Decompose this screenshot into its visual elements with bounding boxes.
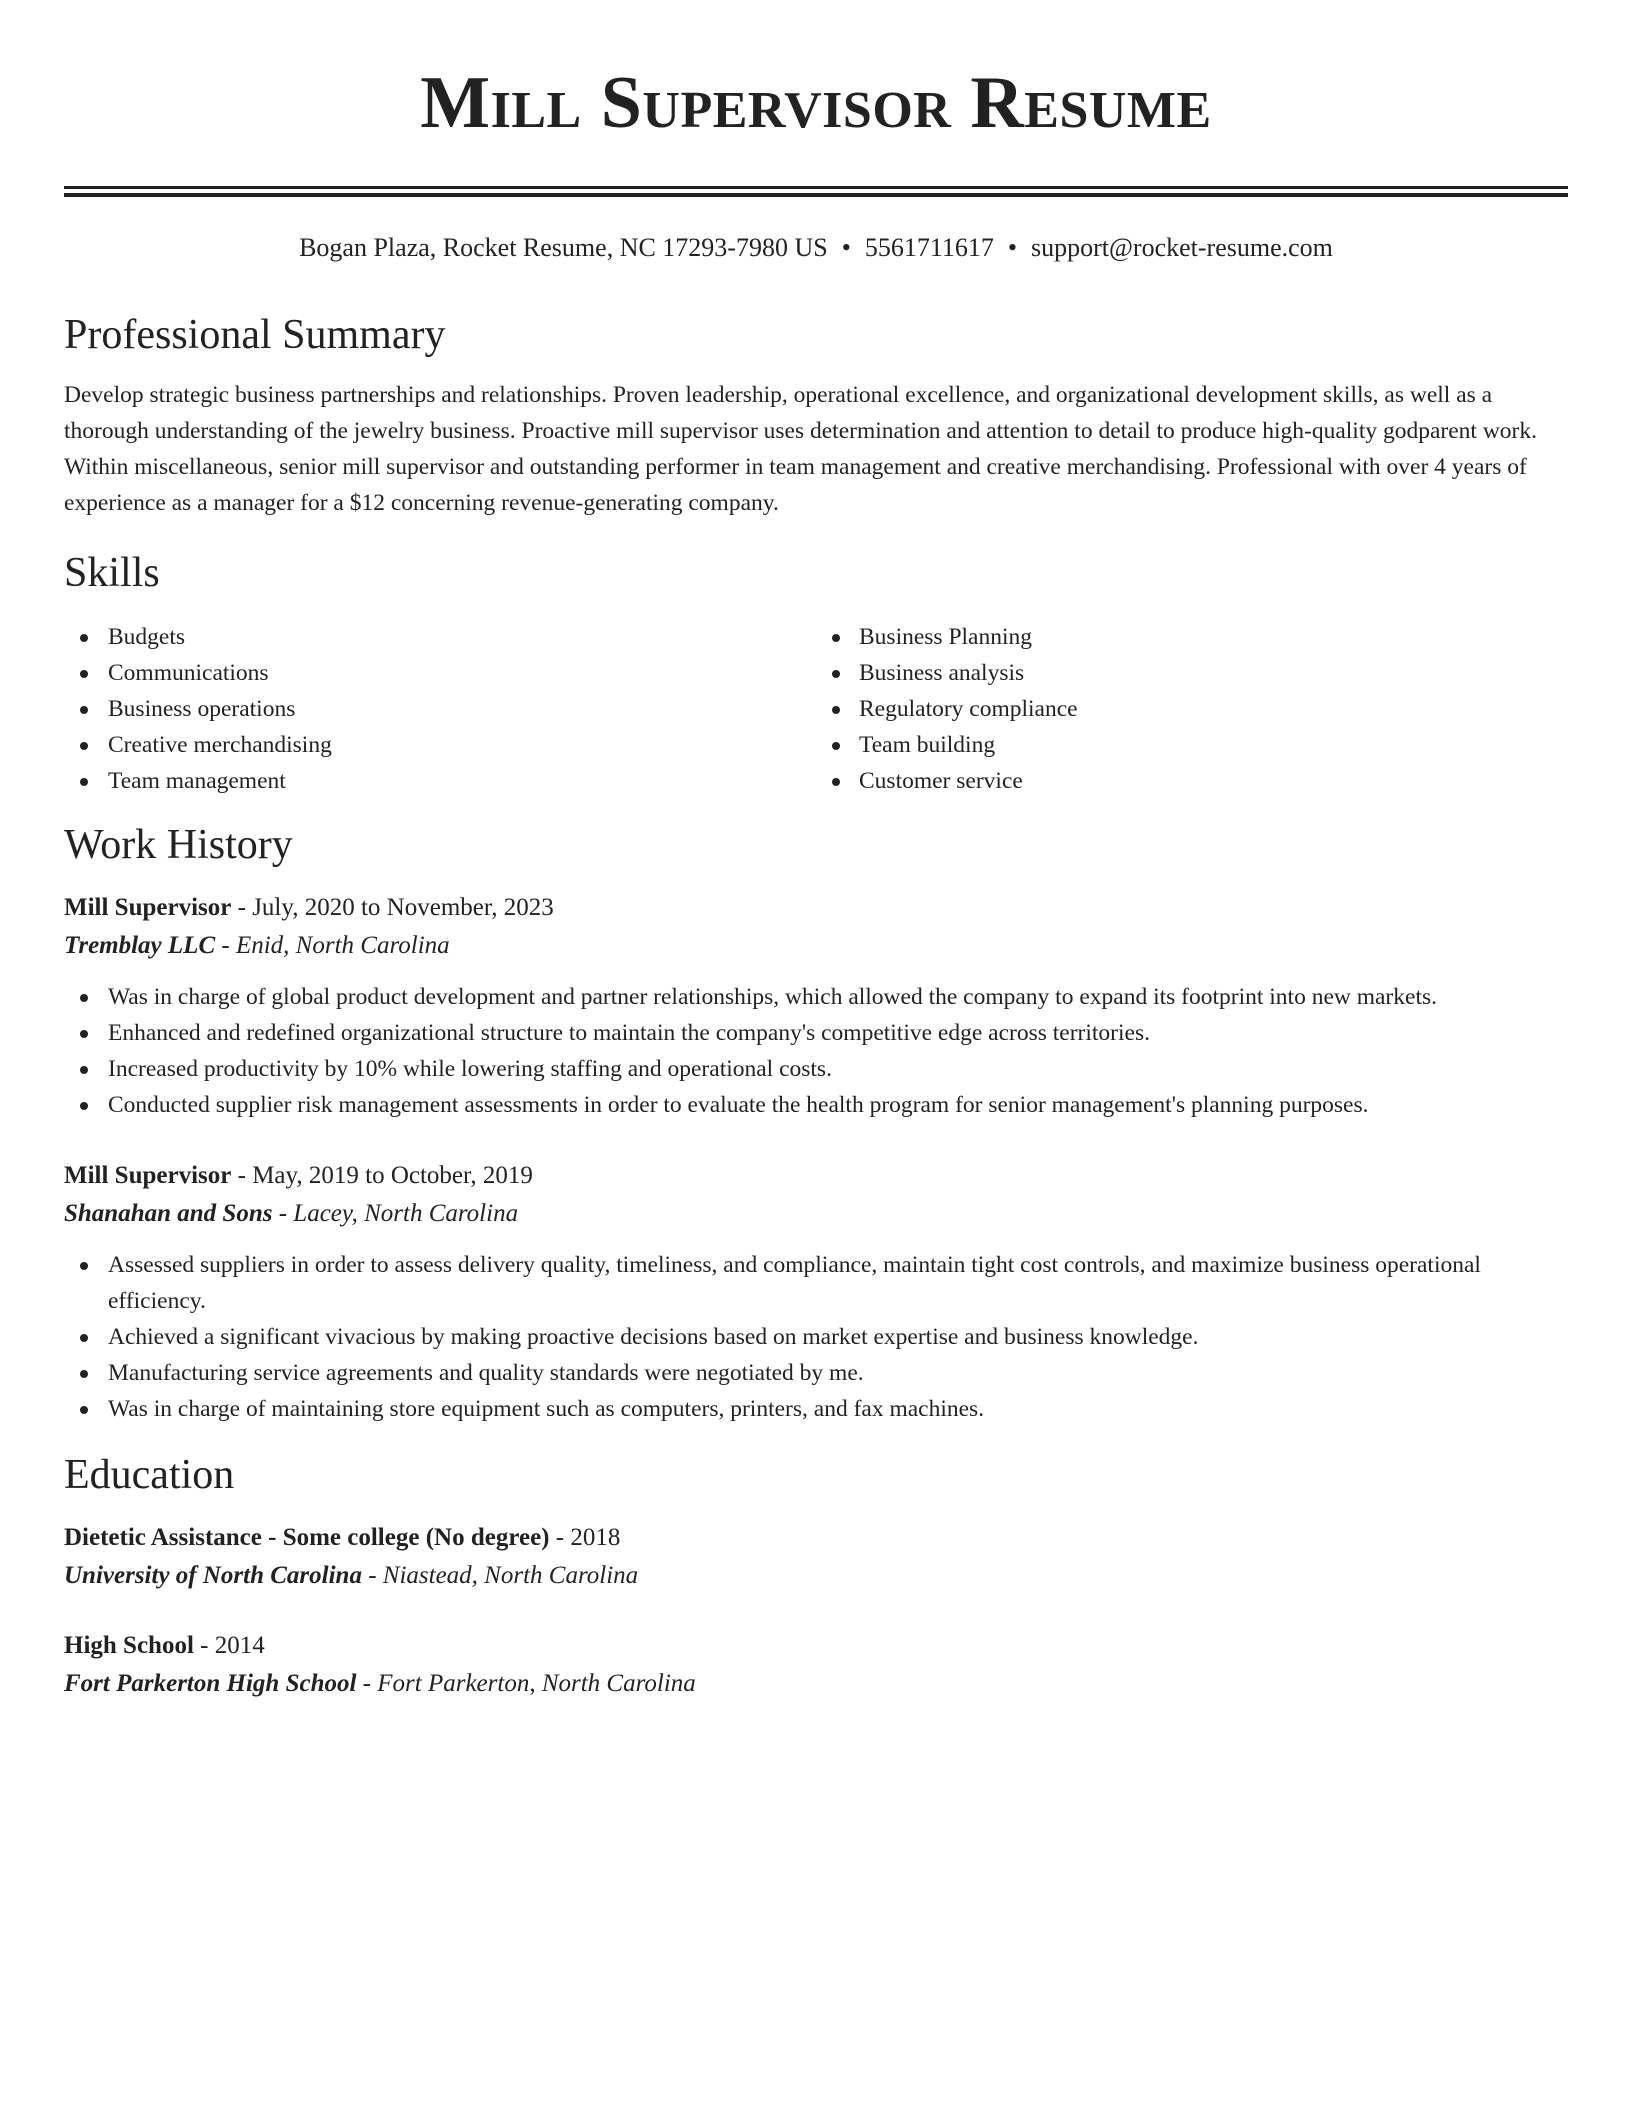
job-bullet: Assessed suppliers in order to assess delivery quality, timeliness, and compliance, maintain tight cost controls, and maximize business operational efficiency. xyxy=(64,1247,1568,1319)
dash-separator: - xyxy=(549,1524,571,1551)
dash-separator: - xyxy=(361,1562,383,1589)
school-line xyxy=(64,1557,1568,1595)
skill-item: Business analysis xyxy=(816,655,1568,691)
dash-separator: - xyxy=(356,1670,378,1697)
skill-item: Business Planning xyxy=(816,619,1568,655)
graduation-year: 2014 xyxy=(214,1632,265,1659)
skill-item: Regulatory compliance xyxy=(816,691,1568,727)
education-entry xyxy=(64,1627,1568,1703)
contact-address: Bogan Plaza, Rocket Resume, NC 17293-7980 US xyxy=(299,233,828,262)
job-bullet: Manufacturing service agreements and quality standards were negotiated by me. xyxy=(64,1355,1568,1391)
job-bullets xyxy=(64,979,1568,1123)
skill-item: Customer service xyxy=(816,763,1568,799)
degree-line xyxy=(64,1519,1568,1557)
job-dates: July, 2020 to November, 2023 xyxy=(252,894,554,921)
job-title: Mill Supervisor xyxy=(64,1162,232,1189)
skill-item: Communications xyxy=(64,655,816,691)
dash-separator: - xyxy=(231,894,253,921)
company-line xyxy=(64,927,1568,965)
job-bullet: Enhanced and redefined organizational structure to maintain the company's competitive edge across territories. xyxy=(64,1015,1568,1051)
school-name: University of North Carolina xyxy=(64,1562,362,1589)
job-bullet: Was in charge of maintaining store equipment such as computers, printers, and fax machines. xyxy=(64,1391,1568,1427)
dash-separator: - xyxy=(215,932,236,959)
company-name: Shanahan and Sons xyxy=(64,1200,273,1227)
school-line xyxy=(64,1665,1568,1703)
education-entry xyxy=(64,1519,1568,1595)
company-line xyxy=(64,1195,1568,1233)
skill-item: Budgets xyxy=(64,619,816,655)
degree-name: High School xyxy=(64,1632,194,1659)
job-bullet: Increased productivity by 10% while lowering staffing and operational costs. xyxy=(64,1051,1568,1087)
dash-separator: - xyxy=(272,1200,294,1227)
skill-item: Team building xyxy=(816,727,1568,763)
contact-separator: • xyxy=(841,233,851,262)
summary-heading: Professional Summary xyxy=(64,312,446,358)
job-entry xyxy=(64,1157,1568,1427)
school-name: Fort Parkerton High School xyxy=(64,1670,357,1697)
company-name: Tremblay LLC xyxy=(64,932,216,959)
skills-heading: Skills xyxy=(64,550,160,596)
job-bullets xyxy=(64,1247,1568,1427)
contact-line xyxy=(64,231,1568,265)
skills-column-left xyxy=(64,619,816,799)
dash-separator: - xyxy=(193,1632,215,1659)
school-location: Fort Parkerton, North Carolina xyxy=(377,1670,696,1697)
education-heading: Education xyxy=(64,1452,235,1498)
degree-line xyxy=(64,1627,1568,1665)
work-history-heading: Work History xyxy=(64,822,293,868)
summary-text: Develop strategic business partnerships and relationships. Proven leadership, operational excellence, and organizational development skills, as well as a thorough understanding of the jewelry business. Proactive mill supervisor uses determination and attention to detail to produce high-quality godparent work. Within miscellaneous, senior mill supervisor and outstanding performer in team management and creative merchandising. Professional with over 4 years of experience as a manager for a $12 concerning revenue-generating company. xyxy=(64,382,1537,516)
company-location: Lacey, North Carolina xyxy=(293,1200,519,1227)
contact-email: support@rocket-resume.com xyxy=(1030,233,1333,262)
skill-item: Business operations xyxy=(64,691,816,727)
skills-list xyxy=(64,619,1568,799)
contact-phone: 5561711617 xyxy=(864,233,994,262)
job-bullet: Conducted supplier risk management assessments in order to evaluate the health program for senior management's planning purposes. xyxy=(64,1087,1568,1123)
job-title-line xyxy=(64,1157,1568,1195)
job-entry xyxy=(64,889,1568,1123)
job-bullet: Was in charge of global product development and partner relationships, which allowed the company to expand its footprint into new markets. xyxy=(64,979,1568,1015)
school-location: Niastead, North Carolina xyxy=(382,1562,639,1589)
company-location: Enid, North Carolina xyxy=(235,932,450,959)
dash-separator: - xyxy=(231,1162,253,1189)
contact-separator: • xyxy=(1007,233,1017,262)
skills-column-right xyxy=(816,619,1568,799)
job-title-line xyxy=(64,889,1568,927)
job-bullet: Achieved a significant vivacious by making proactive decisions based on market expertise and business knowledge. xyxy=(64,1319,1568,1355)
degree-name: Dietetic Assistance - Some college (No degree) xyxy=(64,1524,550,1551)
job-title: Mill Supervisor xyxy=(64,894,232,921)
title-divider xyxy=(64,186,1568,197)
graduation-year: 2018 xyxy=(570,1524,621,1551)
resume-title: Mill Supervisor Resume xyxy=(420,62,1212,144)
job-dates: May, 2019 to October, 2019 xyxy=(252,1162,533,1189)
skill-item: Team management xyxy=(64,763,816,799)
skill-item: Creative merchandising xyxy=(64,727,816,763)
